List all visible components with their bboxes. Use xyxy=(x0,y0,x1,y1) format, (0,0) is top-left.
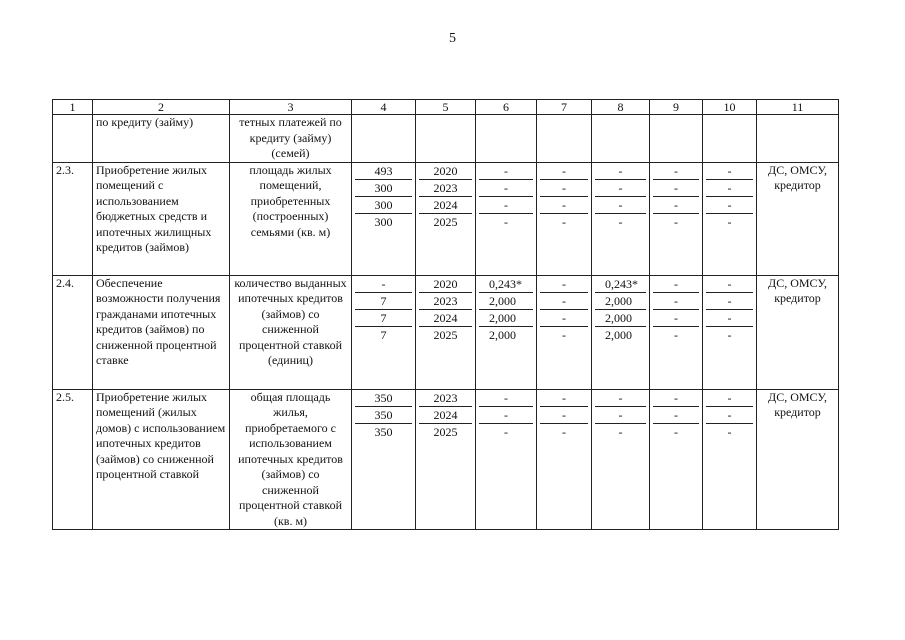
col10 xyxy=(703,162,757,275)
col10 xyxy=(703,275,757,389)
col9 xyxy=(650,389,703,530)
year-value: 2020 xyxy=(419,163,472,180)
col9-value: - xyxy=(674,327,678,342)
col10-value: - xyxy=(706,163,753,180)
col8 xyxy=(592,162,650,275)
col6 xyxy=(476,162,537,275)
year-value: 2025 xyxy=(433,214,458,229)
indicator-value-value: 300 xyxy=(355,197,412,214)
col7-value: - xyxy=(562,424,566,439)
column-number-9: 9 xyxy=(650,100,703,115)
col7-value: - xyxy=(562,327,566,342)
col6-value: - xyxy=(479,407,533,424)
col8-value: 0,243* xyxy=(595,276,646,293)
col6-value: - xyxy=(479,163,533,180)
year-value: 2024 xyxy=(419,197,472,214)
col6-value: 0,243* xyxy=(479,276,533,293)
column-number-3: 3 xyxy=(230,100,352,115)
column-number-7: 7 xyxy=(537,100,592,115)
continuation-num xyxy=(53,115,93,163)
indicator-value-value: 7 xyxy=(355,310,412,327)
col8-value: 2,000 xyxy=(595,293,646,310)
col7 xyxy=(537,275,592,389)
col6-value: 2,000 xyxy=(479,310,533,327)
col6 xyxy=(476,389,537,530)
column-number-5: 5 xyxy=(416,100,476,115)
col9-value: - xyxy=(653,390,699,407)
year xyxy=(416,389,476,530)
year-value: 2024 xyxy=(419,407,472,424)
row-number: 2.3. xyxy=(53,162,93,275)
indicator-value-value: 350 xyxy=(355,407,412,424)
program-table xyxy=(52,99,839,530)
indicator-value xyxy=(352,162,416,275)
col7 xyxy=(537,162,592,275)
col10-value: - xyxy=(706,197,753,214)
col10-value: - xyxy=(706,407,753,424)
responsible: ДС, ОМСУ, кредитор xyxy=(757,162,839,275)
measure-name: Приобретение жилых помещений (жилых домов) с использованием ипотечных кредитов (займов) со сниженной процентной ставкой xyxy=(93,389,230,530)
responsible: ДС, ОМСУ, кредитор xyxy=(757,389,839,530)
year-value: 2023 xyxy=(419,390,472,407)
column-number-2: 2 xyxy=(93,100,230,115)
col9-value: - xyxy=(653,407,699,424)
year xyxy=(416,162,476,275)
column-number-11: 11 xyxy=(757,100,839,115)
col10-value: - xyxy=(706,310,753,327)
col8-value: - xyxy=(595,390,646,407)
col7-value: - xyxy=(540,163,588,180)
col9-value: - xyxy=(674,214,678,229)
col7 xyxy=(537,389,592,530)
col10-value: - xyxy=(727,327,732,342)
year-value: 2025 xyxy=(433,424,458,439)
col8-value: - xyxy=(595,407,646,424)
col10-value: - xyxy=(706,390,753,407)
col10-value: - xyxy=(706,276,753,293)
continuation-indicator: тетных платежей по кредиту (займу) (семей) xyxy=(230,115,352,163)
table-row xyxy=(53,389,839,530)
indicator-name: общая площадь жилья, приобретаемого с использованием ипотечных кредитов (займов) со сниженной процентной ставкой (кв. м) xyxy=(230,389,352,530)
col8-value: - xyxy=(595,180,646,197)
indicator-value-value: 300 xyxy=(374,214,393,229)
col9-value: - xyxy=(653,180,699,197)
continuation-row xyxy=(53,115,839,163)
indicator-value-value: 493 xyxy=(355,163,412,180)
col9-value: - xyxy=(653,310,699,327)
year-value: 2020 xyxy=(419,276,472,293)
col9 xyxy=(650,162,703,275)
col9-value: - xyxy=(653,163,699,180)
year-value: 2023 xyxy=(419,293,472,310)
col7-value: - xyxy=(540,310,588,327)
col6-value: 2,000 xyxy=(479,293,533,310)
indicator-value-value: 7 xyxy=(380,327,387,342)
col10 xyxy=(703,389,757,530)
col6-value: - xyxy=(479,197,533,214)
col8 xyxy=(592,275,650,389)
column-number-10: 10 xyxy=(703,100,757,115)
table-row xyxy=(53,275,839,389)
col10-value: - xyxy=(727,424,732,439)
col6 xyxy=(476,275,537,389)
col8-value: - xyxy=(618,214,623,229)
year-value: 2023 xyxy=(419,180,472,197)
col10-value: - xyxy=(706,180,753,197)
col8-value: - xyxy=(595,163,646,180)
col9-value: - xyxy=(653,197,699,214)
col8-value: 2,000 xyxy=(595,310,646,327)
col9-value: - xyxy=(653,293,699,310)
col6-value: 2,000 xyxy=(489,327,516,342)
column-number-6: 6 xyxy=(476,100,537,115)
col7-value: - xyxy=(540,180,588,197)
column-number-1: 1 xyxy=(53,100,93,115)
table-row xyxy=(53,162,839,275)
indicator-name: количество выданных ипотечных кредитов (займов) со сниженной процентной ставкой (единиц) xyxy=(230,275,352,389)
indicator-value-value: 350 xyxy=(374,424,393,439)
indicator-value-value: 350 xyxy=(355,390,412,407)
col7-value: - xyxy=(562,214,566,229)
col8-value: - xyxy=(618,424,623,439)
header-row xyxy=(53,100,839,115)
col6-value: - xyxy=(504,424,508,439)
col8-value: - xyxy=(595,197,646,214)
measure-name: Приобретение жилых помещений с использованием бюджетных средств и ипотечных жилищных кредитов (займов) xyxy=(93,162,230,275)
col7-value: - xyxy=(540,276,588,293)
indicator-value-value: - xyxy=(355,276,412,293)
indicator-name: площадь жилых помещений, приобретенных (построенных) семьями (кв. м) xyxy=(230,162,352,275)
row-number: 2.5. xyxy=(53,389,93,530)
indicator-value-value: 300 xyxy=(355,180,412,197)
col7-value: - xyxy=(540,197,588,214)
year xyxy=(416,275,476,389)
indicator-value xyxy=(352,389,416,530)
column-number-8: 8 xyxy=(592,100,650,115)
measure-name: Обеспечение возможности получения гражданами ипотечных кредитов (займов) по сниженной процентной ставке xyxy=(93,275,230,389)
col7-value: - xyxy=(540,390,588,407)
col8 xyxy=(592,389,650,530)
year-value: 2025 xyxy=(433,327,458,342)
col9-value: - xyxy=(653,276,699,293)
col9 xyxy=(650,275,703,389)
col10-value: - xyxy=(727,214,732,229)
col10-value: - xyxy=(706,293,753,310)
year-value: 2024 xyxy=(419,310,472,327)
continuation-name: по кредиту (займу) xyxy=(93,115,230,163)
col8-value: 2,000 xyxy=(605,327,632,342)
indicator-value xyxy=(352,275,416,389)
col6-value: - xyxy=(479,180,533,197)
col7-value: - xyxy=(540,293,588,310)
col6-value: - xyxy=(504,214,508,229)
col6-value: - xyxy=(479,390,533,407)
row-number: 2.4. xyxy=(53,275,93,389)
col7-value: - xyxy=(540,407,588,424)
col9-value: - xyxy=(674,424,678,439)
responsible: ДС, ОМСУ, кредитор xyxy=(757,275,839,389)
column-number-4: 4 xyxy=(352,100,416,115)
page-number: 5 xyxy=(449,31,456,46)
indicator-value-value: 7 xyxy=(355,293,412,310)
